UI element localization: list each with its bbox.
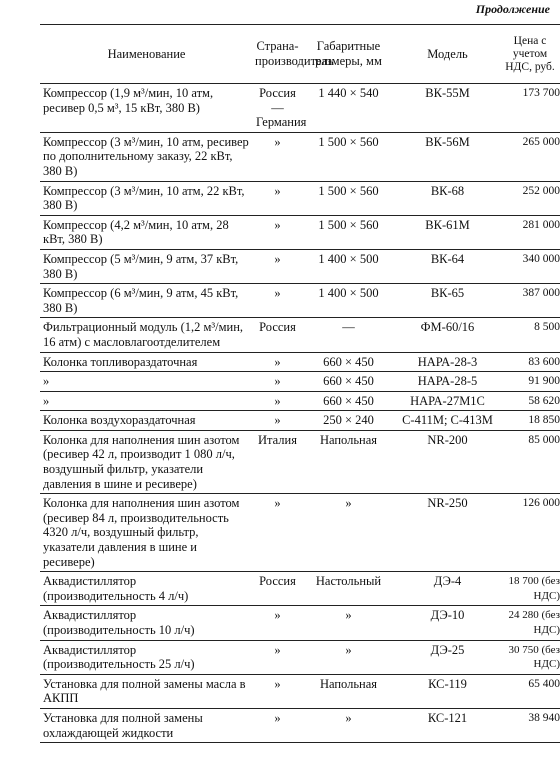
cell-name: » bbox=[40, 391, 253, 411]
cell-price: 18 850 bbox=[500, 411, 560, 431]
cell-model: ВК-56М bbox=[395, 132, 500, 181]
cell-size: Напольная bbox=[302, 674, 395, 708]
table-row bbox=[40, 494, 560, 572]
table-row bbox=[40, 430, 560, 493]
cell-price: 387 000 bbox=[500, 284, 560, 318]
cell-country: » bbox=[253, 606, 302, 640]
cell-name: Компрессор (3 м³/мин, 10 атм, ресивер по дополнительному заказу, 22 кВт, 380 В) bbox=[40, 132, 253, 181]
continuation-label: Продолжение bbox=[475, 2, 550, 16]
cell-price: 58 620 bbox=[500, 391, 560, 411]
cell-price: 265 000 bbox=[500, 132, 560, 181]
cell-model: КС-121 bbox=[395, 708, 500, 742]
cell-model: ВК-64 bbox=[395, 249, 500, 283]
cell-country: Россия bbox=[253, 572, 302, 606]
cell-size: » bbox=[302, 640, 395, 674]
cell-size: 660 × 450 bbox=[302, 352, 395, 372]
table-row bbox=[40, 249, 560, 283]
cell-name: Компрессор (1,9 м³/мин, 10 атм, ресивер 0,5 м³, 15 кВт, 380 В) bbox=[40, 84, 253, 133]
cell-price: 91 900 bbox=[500, 372, 560, 392]
cell-country: » bbox=[253, 132, 302, 181]
cell-model: NR-200 bbox=[395, 430, 500, 493]
cell-size: 1 440 × 540 bbox=[302, 84, 395, 133]
price-table bbox=[40, 24, 560, 743]
cell-size: 660 × 450 bbox=[302, 391, 395, 411]
table-body bbox=[40, 84, 560, 743]
table-row bbox=[40, 674, 560, 708]
cell-model: ВК-65 bbox=[395, 284, 500, 318]
cell-size: » bbox=[302, 708, 395, 742]
cell-price: 281 000 bbox=[500, 215, 560, 249]
cell-name: Аквадистиллятор (производительность 25 л/ч) bbox=[40, 640, 253, 674]
cell-country: » bbox=[253, 640, 302, 674]
table-row bbox=[40, 318, 560, 352]
cell-country: Италия bbox=[253, 430, 302, 493]
cell-name: Фильтрационный модуль (1,2 м³/мин, 16 атм) с масловлагоотделителем bbox=[40, 318, 253, 352]
cell-name: Колонка для наполнения шин азотом (ресивер 84 л, производительность 4320 л/ч, воздушный фильтр, указатели давления в шине и ресивере) bbox=[40, 494, 253, 572]
cell-price: 8 500 bbox=[500, 318, 560, 352]
cell-name: » bbox=[40, 372, 253, 392]
table-row bbox=[40, 132, 560, 181]
cell-name: Компрессор (5 м³/мин, 9 атм, 37 кВт, 380 В) bbox=[40, 249, 253, 283]
cell-country: » bbox=[253, 249, 302, 283]
table-row bbox=[40, 708, 560, 742]
cell-model: ДЭ-10 bbox=[395, 606, 500, 640]
table-row bbox=[40, 606, 560, 640]
cell-size: 250 × 240 bbox=[302, 411, 395, 431]
cell-name: Колонка для наполнения шин азотом (ресивер 42 л, производит 1 080 л/ч, воздушный фильтр, указатели давления в шине и ресивере) bbox=[40, 430, 253, 493]
cell-model: NR-250 bbox=[395, 494, 500, 572]
cell-size: Настольный bbox=[302, 572, 395, 606]
table-row bbox=[40, 391, 560, 411]
cell-model: ВК-68 bbox=[395, 181, 500, 215]
cell-size: 660 × 450 bbox=[302, 372, 395, 392]
cell-country: » bbox=[253, 352, 302, 372]
table-row bbox=[40, 640, 560, 674]
cell-size: 1 500 × 560 bbox=[302, 215, 395, 249]
header-country: Страна-производитель bbox=[253, 25, 302, 84]
table-header-row bbox=[40, 25, 560, 84]
cell-size: » bbox=[302, 494, 395, 572]
cell-model: ВК-61М bbox=[395, 215, 500, 249]
cell-country: » bbox=[253, 181, 302, 215]
table-row bbox=[40, 352, 560, 372]
header-price: Цена с учетом НДС, руб. bbox=[500, 25, 560, 84]
cell-country: Россия bbox=[253, 318, 302, 352]
cell-price: 24 280 (без НДС) bbox=[500, 606, 560, 640]
cell-price: 173 700 bbox=[500, 84, 560, 133]
table-row bbox=[40, 372, 560, 392]
cell-model: НАРА-27М1С bbox=[395, 391, 500, 411]
cell-country: » bbox=[253, 494, 302, 572]
cell-name: Компрессор (6 м³/мин, 9 атм, 45 кВт, 380 В) bbox=[40, 284, 253, 318]
cell-price: 38 940 bbox=[500, 708, 560, 742]
cell-name: Аквадистиллятор (производительность 4 л/ч) bbox=[40, 572, 253, 606]
cell-country: Россия—Германия bbox=[253, 84, 302, 133]
cell-model: КС-119 bbox=[395, 674, 500, 708]
cell-name: Колонка воздухораздаточная bbox=[40, 411, 253, 431]
cell-price: 18 700 (без НДС) bbox=[500, 572, 560, 606]
cell-model: ДЭ-4 bbox=[395, 572, 500, 606]
cell-country: » bbox=[253, 215, 302, 249]
cell-price: 126 000 bbox=[500, 494, 560, 572]
cell-country: » bbox=[253, 674, 302, 708]
header-name: Наименование bbox=[40, 25, 253, 84]
cell-model: ВК-55М bbox=[395, 84, 500, 133]
cell-size: 1 400 × 500 bbox=[302, 249, 395, 283]
cell-size: 1 500 × 560 bbox=[302, 181, 395, 215]
cell-model: НАРА-28-3 bbox=[395, 352, 500, 372]
table-row bbox=[40, 411, 560, 431]
cell-price: 252 000 bbox=[500, 181, 560, 215]
cell-model: С-411М; С-413М bbox=[395, 411, 500, 431]
cell-model: ФМ-60/16 bbox=[395, 318, 500, 352]
cell-name: Установка для полной замены охлаждающей жидкости bbox=[40, 708, 253, 742]
cell-name: Колонка топливораздаточная bbox=[40, 352, 253, 372]
cell-size: 1 500 × 560 bbox=[302, 132, 395, 181]
cell-price: 30 750 (без НДС) bbox=[500, 640, 560, 674]
cell-name: Компрессор (4,2 м³/мин, 10 атм, 28 кВт, 380 В) bbox=[40, 215, 253, 249]
cell-country: » bbox=[253, 411, 302, 431]
cell-size: — bbox=[302, 318, 395, 352]
table-row bbox=[40, 215, 560, 249]
table-row bbox=[40, 84, 560, 133]
cell-price: 340 000 bbox=[500, 249, 560, 283]
cell-size: Напольная bbox=[302, 430, 395, 493]
cell-country: » bbox=[253, 372, 302, 392]
cell-name: Установка для полной замены масла в АКПП bbox=[40, 674, 253, 708]
cell-name: Компрессор (3 м³/мин, 10 атм, 22 кВт, 380 В) bbox=[40, 181, 253, 215]
cell-country: » bbox=[253, 708, 302, 742]
cell-size: 1 400 × 500 bbox=[302, 284, 395, 318]
cell-model: НАРА-28-5 bbox=[395, 372, 500, 392]
cell-model: ДЭ-25 bbox=[395, 640, 500, 674]
header-size: Габаритные размеры, мм bbox=[302, 25, 395, 84]
cell-size: » bbox=[302, 606, 395, 640]
cell-country: » bbox=[253, 284, 302, 318]
table-row bbox=[40, 572, 560, 606]
cell-price: 65 400 bbox=[500, 674, 560, 708]
header-model: Модель bbox=[395, 25, 500, 84]
table-row bbox=[40, 284, 560, 318]
cell-price: 85 000 bbox=[500, 430, 560, 493]
cell-name: Аквадистиллятор (производительность 10 л/ч) bbox=[40, 606, 253, 640]
cell-country: » bbox=[253, 391, 302, 411]
table-row bbox=[40, 181, 560, 215]
cell-price: 83 600 bbox=[500, 352, 560, 372]
